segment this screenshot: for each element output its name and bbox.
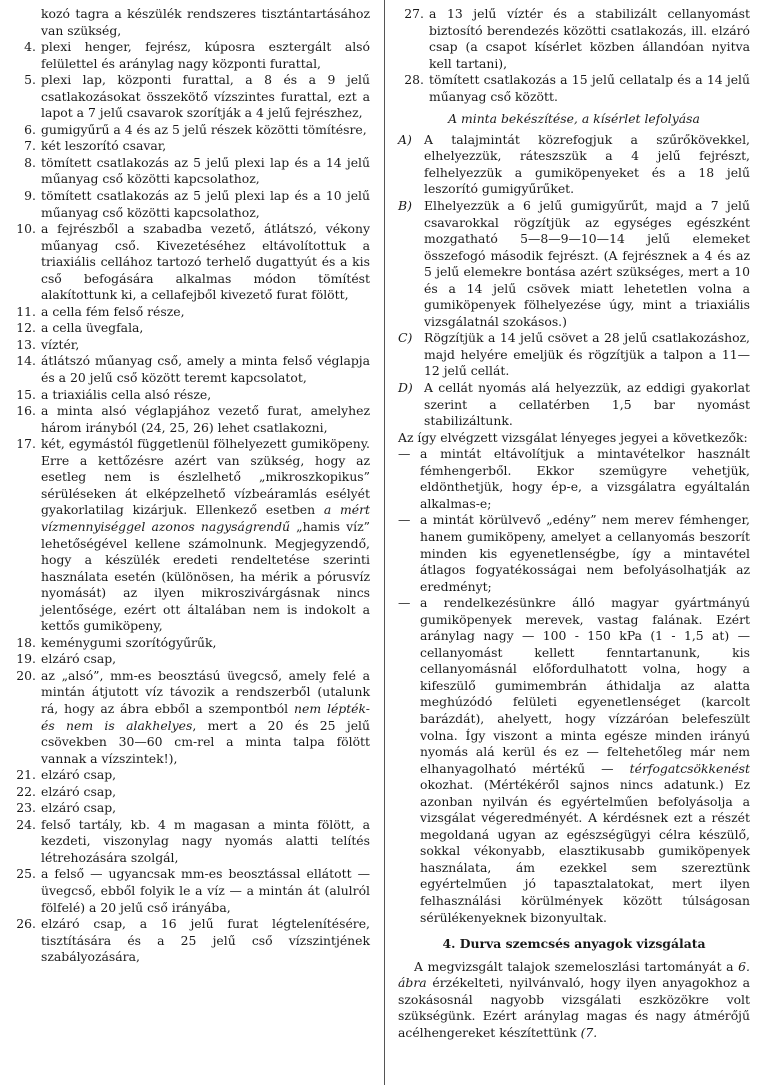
item-number: 26. — [16, 916, 36, 932]
legend-list-4 — [398, 6, 750, 105]
item-number: 23. — [16, 800, 36, 816]
item-text: a cella fém felső része, — [41, 303, 185, 319]
item-text: felső tartály, kb. 4 m magasan a minta fölött, a kezdeti, viszonylag nagy nyomás alatti telítés létrehozására szolgál, — [41, 816, 370, 865]
dash-mark: — — [398, 512, 411, 528]
item-text: a 13 jelű víztér és a stabilizált cellanyomást biztosító berendezés közötti csatlakozás, ill. elzáró csap (a csapot kísérlet közben állandóan nyitva kell tartani), — [429, 6, 750, 71]
dash-mark: — — [398, 446, 411, 462]
item-number: 21. — [16, 767, 36, 783]
legend-item — [10, 221, 370, 304]
continuation-text: kozó tagra a készülék rendszeres tisztántartásához van szükség, — [41, 6, 370, 38]
item-number: 15. — [16, 386, 36, 402]
item-number: 11. — [16, 303, 36, 319]
legend-item — [10, 304, 370, 321]
column-divider — [384, 0, 385, 1085]
item-number: 4. — [24, 39, 36, 55]
step-item — [398, 330, 750, 380]
item-text: a triaxiális cella alsó része, — [41, 386, 212, 402]
item-number: 10. — [16, 221, 36, 237]
item-text: plexi lap, központi furattal, a 8 és a 9 jelű csatlakozásokat összekötő vízszintes furattal, ezt a lapot a 7 jelű csavarok szorítják a 4 jelű fejrészhez, — [41, 72, 370, 121]
step-text: A cellát nyomás alá helyezzük, az eddigi gyakorlat szerint a cellatérben 1,5 bar nyomást stabilizáltunk. — [424, 380, 750, 429]
legend-item — [10, 337, 370, 354]
legend-item — [10, 155, 370, 188]
item-number: 7. — [24, 138, 36, 154]
step-text: Rögzítjük a 14 jelű csövet a 28 jelű csatlakozáshoz, majd helyére emeljük és rögzítjük a talpon a 11—12 jelű cellát. — [424, 330, 750, 379]
item-text: tömített csatlakozás az 5 jelű plexi lap és a 14 jelű műanyag cső közötti kapcsolathoz, — [41, 154, 370, 187]
dash-item — [398, 512, 750, 595]
legend-item — [10, 320, 370, 337]
step-item — [398, 132, 750, 198]
item-text: a fejrészből a szabadba vezető, átlátszó, vékony műanyag cső. Kivezetéséhez eltávolítottuk a triaxiális cellához tartozó terhelő dugattyút és a kis cső befogására alkalmas módon tömítést alakítottunk ki, a cellafejből kivezető furat fölött, — [41, 221, 370, 303]
legend-item — [10, 387, 370, 404]
legend-list-3 — [10, 767, 370, 966]
item-number: 6. — [24, 121, 36, 137]
step-letter: C) — [398, 330, 413, 346]
item-text: elzáró csap, — [41, 800, 117, 816]
item-number: 14. — [16, 353, 36, 369]
step-item — [398, 198, 750, 330]
legend-list-2 — [10, 635, 370, 668]
item-text: tömített csatlakozás az 5 jelű plexi lap és a 10 jelű műanyag cső közötti kapcsolathoz, — [41, 188, 370, 220]
legend-item — [10, 188, 370, 221]
legend-item — [10, 403, 370, 436]
legend-item — [10, 72, 370, 122]
step-letter: A) — [398, 131, 412, 147]
legend-item — [10, 767, 370, 784]
item-text: elzáró csap, a 16 jelű furat légtelenítésére, tisztítására és a 25 jelű cső vízszintjének szabályozására, — [41, 916, 370, 965]
legend-item — [10, 866, 370, 916]
section-heading-4: 4. Durva szemcsés anyagok vizsgálata — [442, 936, 706, 952]
item-number: 19. — [16, 651, 36, 667]
item-text: plexi henger, fejrész, kúposra esztergált alsó felülettel és aránylag nagy központi furattal, — [41, 39, 370, 71]
legend-item-20: 20. az „alsó”, mm-es beosztású üvegcső, amely felé a mintán átjutott víz távozik a rendszerből (utalunk rá, hogy az ábra ebből a szempontból nem lépték- és nem is alakhelyes, mert a 20 és 25 jelű csövekben 30—60 cm-rel a minta talpa fölött vannak a vízszintek!), — [16, 667, 370, 766]
legend-item — [10, 784, 370, 801]
item-text: a cella üvegfala, — [41, 320, 144, 336]
step-letter: D) — [398, 380, 413, 396]
legend-item — [10, 39, 370, 72]
item-number: 13. — [16, 336, 36, 352]
item-number: 24. — [16, 816, 36, 832]
dash-item — [398, 446, 750, 512]
legend-item — [10, 916, 370, 966]
item-number: 25. — [16, 866, 36, 882]
legend-item — [10, 353, 370, 386]
item-text: víztér, — [41, 336, 80, 352]
legend-item — [10, 800, 370, 817]
item-number: 27. — [404, 6, 424, 21]
item-text: elzáró csap, — [41, 651, 117, 667]
item-number: 18. — [16, 634, 36, 650]
left-column — [10, 6, 370, 966]
legend-list-1 — [10, 39, 370, 436]
item-text: a felső — ugyancsak mm-es beosztással ellátott — üvegcső, ebből folyik le a víz — a mintán át (alulról fölfelé) a 20 jelű cső irányába, — [41, 866, 370, 915]
dash-text: a mintát eltávolítjuk a mintavételkor használt fémhengerből. Ekkor szemügyre vehetjük, eldönthetjük, hogy ép-e, a vizsgálatra egyáltalán alkalmas-e; — [420, 446, 750, 511]
item-text: a minta alsó véglapjához vezető furat, amelyhez három irányból (24, 25, 26) lehet csatlakozni, — [41, 403, 370, 435]
item-text: elzáró csap, — [41, 783, 117, 799]
item-text: két leszorító csavar, — [41, 138, 167, 154]
legend-item-17: 17. két, egymástól függetlenül fölhelyezett gumiköpeny. Erre a kettőzésre azért van szükség, hogy az esetleg nem is észlelhető „mikroszkopikus” sérüléseken át elképzelhető vízbeáramlás esélyét gyakorlatilag kizárjuk. Ellenkező esetben a mért vízmennyiséggel azonos nagyságrendű „hamis víz” lehetőségével kellene számolnunk. Megjegyzendő, hogy a készülék eredeti rendeltetése szerinti használata esetén (különösen, ha mérik a pórusvíz nyomását) az ilyen mikroszivárgásnak nincs jelentősége, ezért ott általában nem is indokolt a kettős gumiköpeny, — [16, 436, 370, 634]
legend-item — [10, 817, 370, 867]
step-text: A talajmintát közrefogjuk a szűrőkövekkel, elhelyezzük, ráteszszük a 4 jelű fejrészt, felhelyezzük a gumiköpenyeket és a 18 jelű leszorító gumigyűrűket. — [424, 131, 750, 197]
item-number: 28. — [404, 72, 424, 88]
item-number: 9. — [24, 188, 36, 204]
final-paragraph: A megvizsgált talajok szemeloszlási tartományát a 6. ábra érzékelteti, nyilvánvaló, hogy ilyen anyagokhoz a szokásosnál nagyobb vizsgálati eszközökre volt szükségünk. Ezért aránylag magas és nagy átmérőjű acélhengereket készítettünk (7. — [398, 958, 750, 1040]
dash-item-3: — a rendelkezésünkre álló magyar gyártmányú gumiköpenyek merevek, vastag falának. Ezért aránylag nagy — 100 - 150 kPa (1 - 1,5 at) — cellanyomást kellett fenntartanunk, kis cellanyomásnál előfordulhatott volna, hogy a kifeszülő gumimembrán áthidalja az alatta meghúzódó felületi egyenetlenséget (karcolt barázdát), ahelyett, hogy vízzáróan belefeszült volna. Így viszont a minta egésze minden irányú nyomás alá kerül és ez — feltehetőleg már nem elhanyagolható mértékű — térfogatcsökkenést okozhat. (Mértékéről sajnos nincs adatunk.) Ez azonban nyilván és egyértelműen befolyásolja a vizsgálat végeredményét. A kérdésnek ezt a részét megoldaná ugyan az egészségügyi célra készülő, sokkal vékonyabb, elasztikusabb gumiköpenyek használata, ám ezekkel sem szereztünk egyértelműen jó tapasztalatokat, mert ilyen felhasználási körülmények között túlságosan sérülékenyeknek bizonyultak. — [398, 595, 750, 925]
dash-text: a mintát körülvevő „edény” nem merev fémhenger, hanem gumiköpeny, amelyet a cellanyomás beszorít minden kis egyenetlenségbe, így a mintavétel átlagos fogyatékosságai nem befolyásolhatják az eredményt; — [420, 512, 750, 594]
item-number: 8. — [24, 154, 36, 170]
item-number: 16. — [16, 403, 36, 419]
legend-item — [10, 122, 370, 139]
item-text: elzáró csap, — [41, 767, 117, 783]
legend-item — [398, 72, 750, 105]
legend-item — [10, 635, 370, 652]
right-column — [398, 6, 750, 1041]
item-text: átlátszó műanyag cső, amely a minta felső véglapja és a 20 jelű cső között teremt kapcsolatot, — [41, 353, 370, 386]
legend-item — [10, 651, 370, 668]
step-text: Elhelyezzük a 6 jelű gumigyűrűt, majd a 7 jelű csavarokkal rögzítjük az egységes egészként mozgatható 5—8—9—10—14 jelű elemeket összefogó második fejrészt. (A fejrésznek a 4 és az 5 jelű elemekre bontása azért szükséges, mert a 10 és a 14 jelű csövek miatt lehetetlen volna a gumiköpenyek fölhelyezése úgy, mint a triaxiális vizsgálatnál szokásos.) — [424, 198, 750, 329]
item-text: keménygumi szorítógyűrűk, — [41, 634, 217, 650]
step-letter: B) — [398, 198, 412, 214]
item-number: 22. — [16, 783, 36, 799]
item-text: gumigyűrű a 4 és az 5 jelű részek közötti tömítésre, — [41, 121, 367, 137]
step-item — [398, 380, 750, 430]
section-title: A minta bekészítése, a kísérlet lefolyása — [448, 111, 700, 127]
item-number: 12. — [16, 320, 36, 336]
legend-item — [398, 6, 750, 72]
dash-list — [398, 446, 750, 595]
item-text: tömített csatlakozás a 15 jelű cellatalp és a 14 jelű műanyag cső között. — [429, 72, 750, 104]
steps-list — [398, 132, 750, 430]
intro-text: Az így elvégzett vizsgálat lényeges jegyei a következők: — [398, 429, 748, 445]
legend-item — [10, 138, 370, 155]
item-number: 5. — [24, 72, 36, 88]
